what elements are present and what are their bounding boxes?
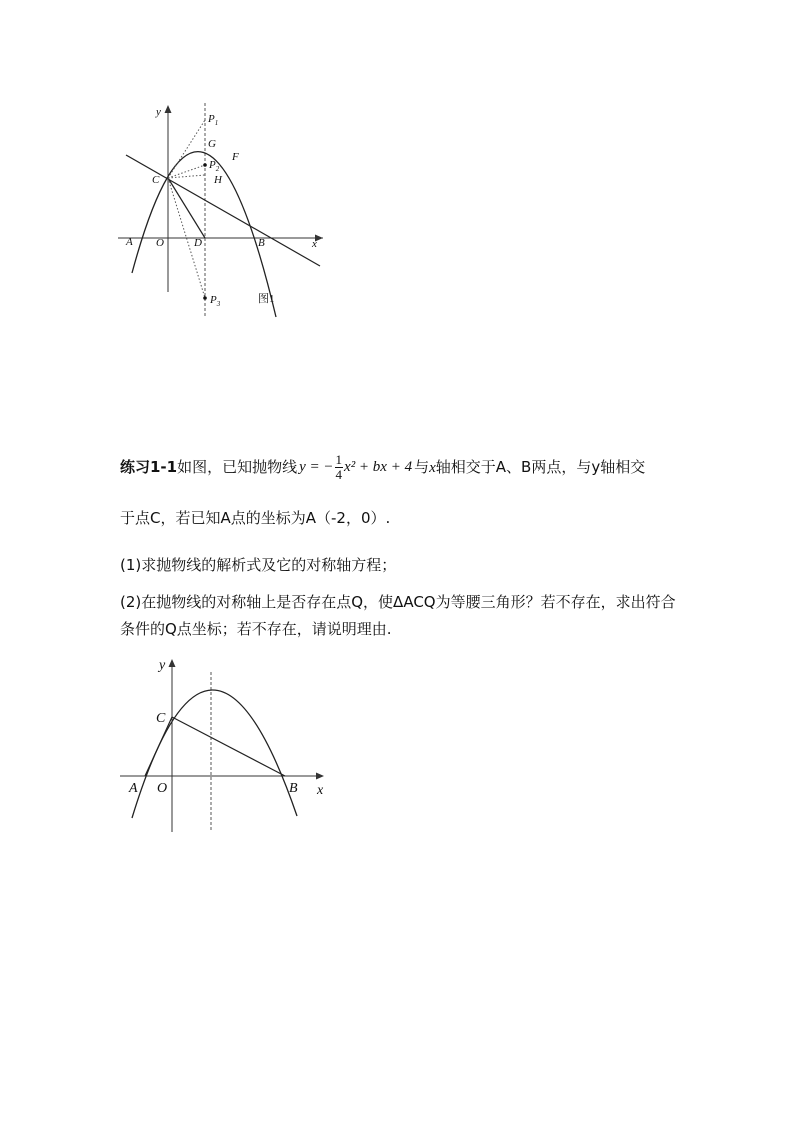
x-axis-variable: x	[429, 460, 436, 476]
label-a: A	[129, 781, 138, 796]
segment-cp1	[168, 120, 205, 178]
exercise-label: 练习1-1	[120, 458, 178, 476]
point-p3	[203, 296, 207, 300]
equation-lhs: y = −	[299, 458, 334, 475]
equation-rest: x² + bx + 4	[344, 458, 413, 475]
equation-fraction	[335, 453, 344, 482]
label-b: B	[289, 781, 298, 796]
figure-2-diagram	[118, 650, 338, 835]
label-d: D	[194, 237, 202, 249]
label-b: B	[258, 237, 265, 249]
label-c: C	[156, 711, 166, 726]
segment-ch	[168, 175, 205, 178]
y-axis-arrow	[169, 659, 176, 667]
figure-1	[110, 95, 350, 320]
figure-2	[118, 650, 338, 835]
fraction-denominator: 4	[335, 467, 343, 482]
parabola-equation	[299, 453, 412, 482]
y-axis-arrow	[165, 105, 172, 113]
exercise-line-1	[120, 453, 680, 482]
fraction-numerator: 1	[335, 452, 343, 467]
exercise-intro-a: 如图，已知抛物线	[177, 458, 298, 476]
label-o: O	[156, 237, 164, 249]
question-2: (2)在抛物线的对称轴上是否存在点Q，使ΔACQ为等腰三角形？若不存在，求出符合条件的Q点坐标；若不存在，请说明理由.	[120, 593, 676, 638]
label-p2: $P_2$	[209, 159, 220, 173]
label-a: A	[126, 236, 133, 248]
question-1: (1)求抛物线的解析式及它的对称轴方程；	[120, 556, 397, 574]
label-x: x	[312, 238, 317, 250]
segment-cd	[168, 178, 205, 238]
parabola	[132, 690, 297, 818]
label-x: x	[317, 783, 324, 798]
label-p3: $P_3$	[210, 294, 221, 308]
line-cb	[126, 155, 320, 266]
figure-1-caption: 图1	[258, 293, 275, 305]
label-c: C	[152, 174, 160, 186]
figure-1-diagram	[110, 95, 350, 320]
exercise-intro-b: 与	[414, 458, 430, 476]
label-p1: $P_1$	[208, 113, 219, 127]
label-y: y	[159, 658, 166, 673]
label-o: O	[157, 781, 168, 796]
exercise-line-2: 于点C，若已知A点的坐标为A（-2，0）.	[120, 509, 391, 527]
exercise-intro-c: 轴相交于A、B两点，与y轴相交	[435, 458, 646, 476]
label-y: y	[156, 106, 161, 118]
x-axis-arrow	[316, 773, 324, 780]
label-g: G	[208, 138, 216, 150]
label-f: F	[232, 151, 239, 163]
point-p2	[203, 163, 207, 167]
label-h: H	[214, 174, 222, 186]
